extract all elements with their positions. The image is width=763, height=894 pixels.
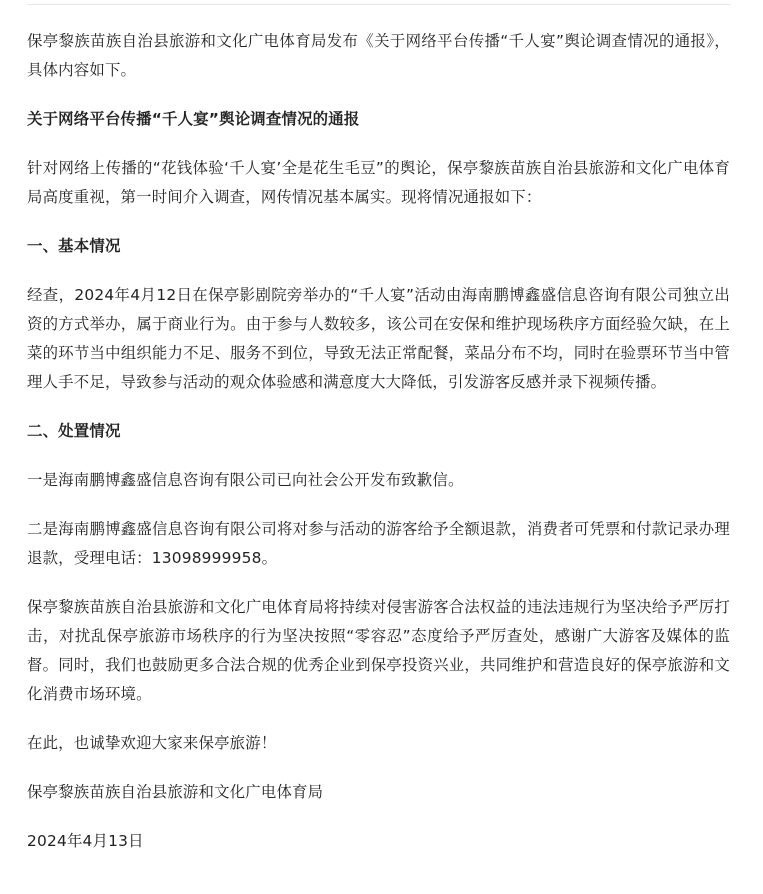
notice-title: 关于网络平台传播“千人宴”舆论调查情况的通报 (27, 110, 360, 128)
handling-item-1: 一是海南鹏博鑫盛信息咨询有限公司已向社会公开发布致歉信。 (27, 471, 464, 489)
background-paragraph: 针对网络上传播的“花钱体验‘千人宴’全是花生毛豆”的舆论，保亭黎族苗族自治县旅游和文化广电体育局高度重视，第一时间介入调查，网传情况基本属实。现将情况通报如下： (27, 159, 730, 206)
issue-date: 2024年4月13日 (27, 832, 144, 850)
section-heading-basic: 一、基本情况 (27, 237, 121, 255)
basic-situation-paragraph: 经查，2024年4月12日在保亭影剧院旁举办的“千人宴”活动由海南鹏博鑫盛信息咨询有限公司独立出资的方式举办，属于商业行为。由于参与人数较多，该公司在安保和维护现场秩序方面经验欠缺，在上菜的环节当中组织能力不足、服务不到位，导致无法正常配餐，菜品分布不均，同时在验票环节当中管理人手不足，导致参与活动的观众体验感和满意度大大降低，引发游客反感并录下视频传播。 (27, 286, 730, 391)
commitment-paragraph: 保亭黎族苗族自治县旅游和文化广电体育局将持续对侵害游客合法权益的违法违规行为坚决给予严厉打击，对扰乱保亭旅游市场秩序的行为坚决按照“零容忍”态度给予严厉查处，感谢广大游客及媒体的监督。同时，我们也鼓励更多合法合规的优秀企业到保亭投资兴业，共同维护和营造良好的保亭旅游和文化消费市场环境。 (27, 598, 730, 703)
top-divider (27, 4, 730, 5)
welcome-paragraph: 在此，也诚挚欢迎大家来保亭旅游！ (27, 734, 277, 752)
handling-item-2: 二是海南鹏博鑫盛信息咨询有限公司将对参与活动的游客给予全额退款，消费者可凭票和付款记录办理退款，受理电话：13098999958。 (27, 520, 730, 567)
intro-paragraph: 保亭黎族苗族自治县旅游和文化广电体育局发布《关于网络平台传播“千人宴”舆论调查情况的通报》，具体内容如下。 (27, 32, 730, 79)
signature: 保亭黎族苗族自治县旅游和文化广电体育局 (27, 783, 324, 801)
section-heading-handling: 二、处置情况 (27, 422, 121, 440)
article-body (27, 0, 730, 856)
